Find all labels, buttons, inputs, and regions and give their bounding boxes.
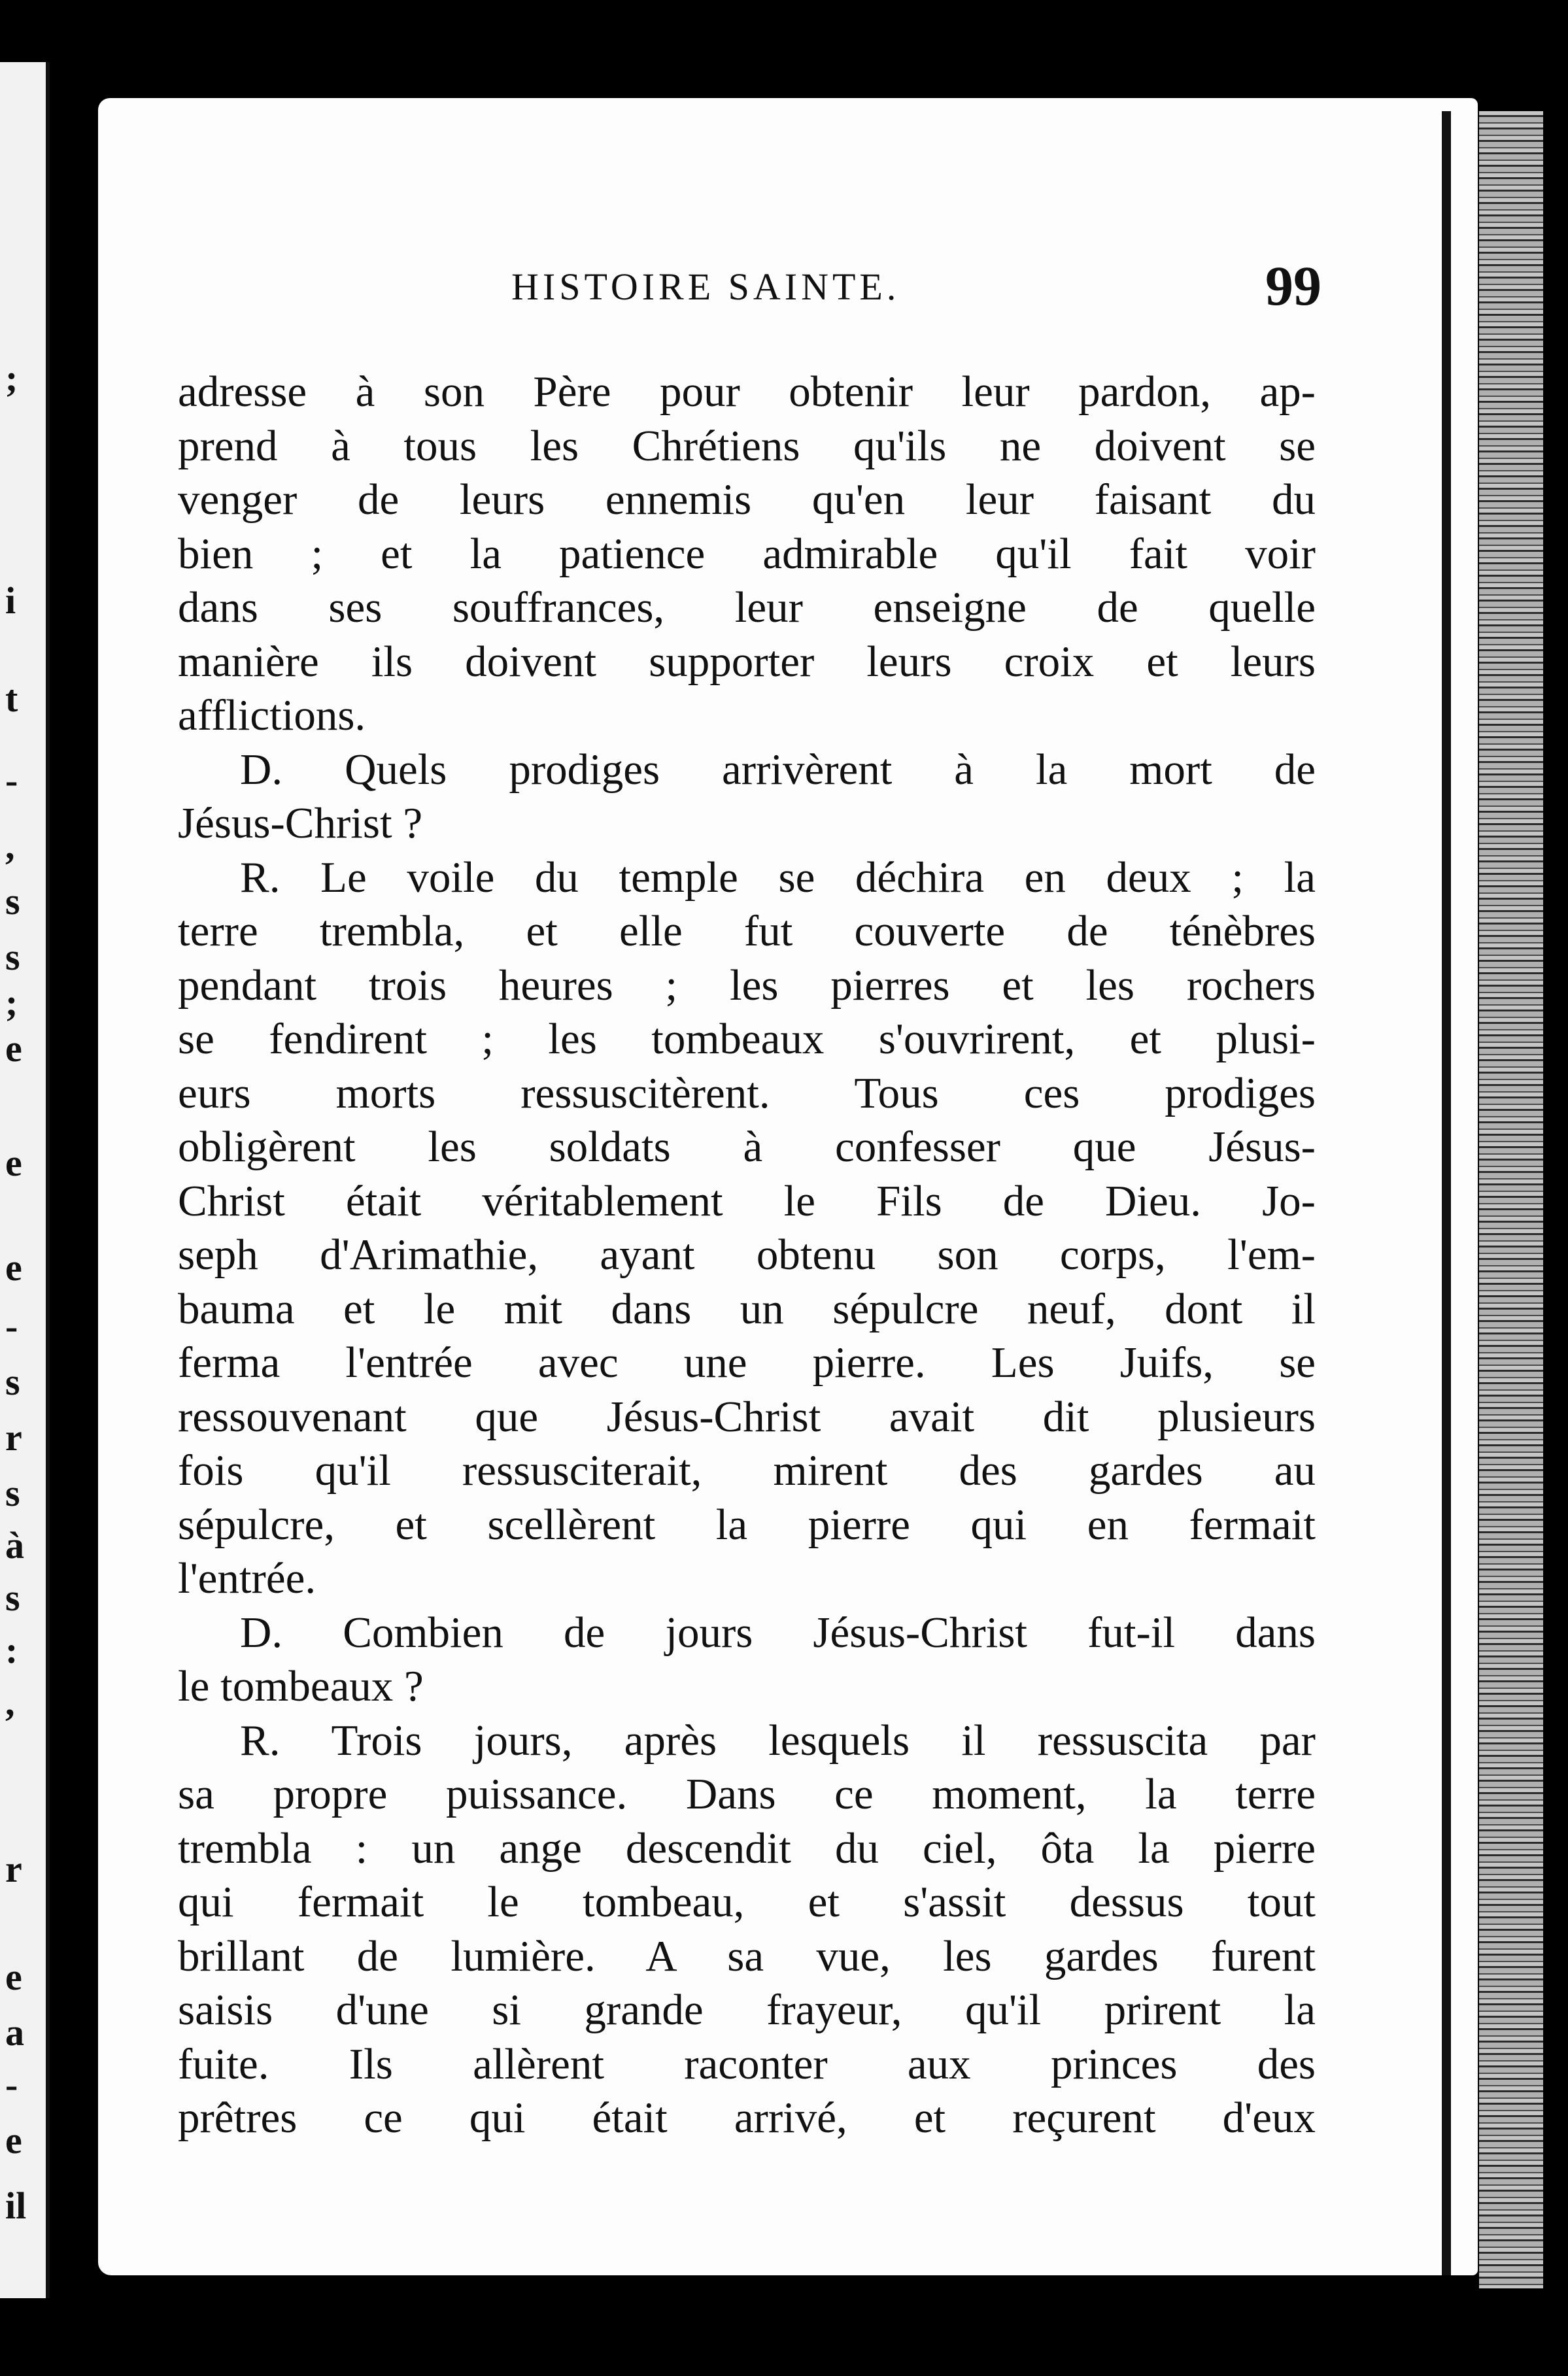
text-line: qui fermait le tombeau, et s'assit dessus tout	[178, 1878, 1316, 1926]
margin-fragment: e	[5, 1246, 22, 1289]
text-line: eurs morts ressuscitèrent. Tous ces prodiges	[178, 1068, 1316, 1117]
margin-fragment: s	[5, 936, 20, 978]
margin-fragment: -	[5, 759, 18, 802]
margin-fragment: a	[5, 2011, 24, 2054]
margin-fragment: -	[5, 1305, 18, 1348]
text-line: fois qu'il ressusciterait, mirent des gardes au	[178, 1446, 1316, 1495]
text-line: venger de leurs ennemis qu'en leur faisant du	[178, 475, 1316, 524]
text-line: manière ils doivent supporter leurs croix et leurs	[178, 637, 1316, 686]
page-edge-noise	[1479, 111, 1543, 2288]
text-line: obligèrent les soldats à confesser que Jésus-	[178, 1123, 1316, 1171]
margin-fragment: ,	[5, 1681, 15, 1723]
text-line: ressouvenant que Jésus-Christ avait dit plusieurs	[178, 1392, 1316, 1441]
text-line: sépulcre, et scellèrent la pierre qui en fermait	[178, 1500, 1316, 1549]
margin-fragment: s	[5, 1361, 20, 1403]
text-line: afflictions.	[178, 691, 366, 739]
margin-fragment: -	[5, 2063, 18, 2106]
page-header	[98, 254, 1478, 343]
question-line: D. Quels prodiges arrivèrent à la mort de	[240, 745, 1316, 794]
text-line: bien ; et la patience admirable qu'il fait voir	[178, 529, 1316, 578]
body-text	[178, 365, 1316, 2145]
margin-fragment: ,	[5, 824, 15, 867]
text-line: saisis d'une si grande frayeur, qu'il prirent la	[178, 1986, 1316, 2034]
text-line: terre trembla, et elle fut couverte de ténèbres	[178, 907, 1316, 955]
text-line: dans ses souffrances, leur enseigne de quelle	[178, 583, 1316, 632]
running-title: HISTOIRE SAINTE.	[511, 265, 900, 308]
margin-fragment: e	[5, 1142, 22, 1184]
text-line: Jésus-Christ ?	[178, 799, 423, 847]
text-line: se fendirent ; les tombeaux s'ouvrirent, et plusi-	[178, 1015, 1316, 1063]
margin-fragment: à	[5, 1524, 24, 1567]
margin-fragment: r	[5, 1848, 22, 1890]
answer-line: R. Trois jours, après lesquels il ressuscita par	[240, 1716, 1316, 1765]
text-line: bauma et le mit dans un sépulcre neuf, dont il	[178, 1284, 1316, 1333]
margin-fragment: t	[5, 677, 18, 720]
margin-fragment: ;	[5, 981, 18, 1024]
margin-fragment: s	[5, 880, 20, 923]
page-number: 99	[1265, 254, 1321, 317]
margin-fragment: il	[5, 2184, 27, 2227]
text-line: sa propre puissance. Dans ce moment, la terre	[178, 1770, 1316, 1818]
margin-fragment: e	[5, 2119, 22, 2162]
facing-page-edge	[0, 62, 50, 2298]
margin-fragment: e	[5, 1027, 22, 1070]
margin-fragment: s	[5, 1472, 20, 1514]
text-line: seph d'Arimathie, ayant obtenu son corps, l'em-	[178, 1230, 1316, 1279]
text-line: fuite. Ils allèrent raconter aux princes des	[178, 2039, 1316, 2088]
text-line: pendant trois heures ; les pierres et les rochers	[178, 960, 1316, 1010]
page-edge-shadow	[1442, 111, 1451, 2275]
text-line: adresse à son Père pour obtenir leur pardon, ap-	[178, 367, 1316, 416]
answer-line: R. Le voile du temple se déchira en deux ; la	[240, 853, 1316, 902]
question-line: D. Combien de jours Jésus-Christ fut-il dans	[240, 1608, 1316, 1657]
margin-fragment: s	[5, 1576, 20, 1619]
margin-fragment: :	[5, 1629, 18, 1671]
margin-fragment: r	[5, 1416, 22, 1459]
text-line: trembla : un ange descendit du ciel, ôta la pierre	[178, 1824, 1316, 1873]
text-line: l'entrée.	[178, 1554, 316, 1603]
margin-fragment: i	[5, 579, 16, 622]
text-line: prêtres ce qui était arrivé, et reçurent d'eux	[178, 2094, 1316, 2142]
text-line: le tombeaux ?	[178, 1662, 424, 1710]
margin-fragment: ;	[5, 357, 18, 399]
text-line: brillant de lumière. A sa vue, les gardes furent	[178, 1931, 1316, 1980]
text-line: ferma l'entrée avec une pierre. Les Juifs, se	[178, 1338, 1316, 1387]
text-line: prend à tous les Chrétiens qu'ils ne doivent se	[178, 421, 1316, 470]
text-line: Christ était véritablement le Fils de Dieu. Jo-	[178, 1176, 1316, 1225]
margin-fragment: e	[5, 1956, 22, 1998]
